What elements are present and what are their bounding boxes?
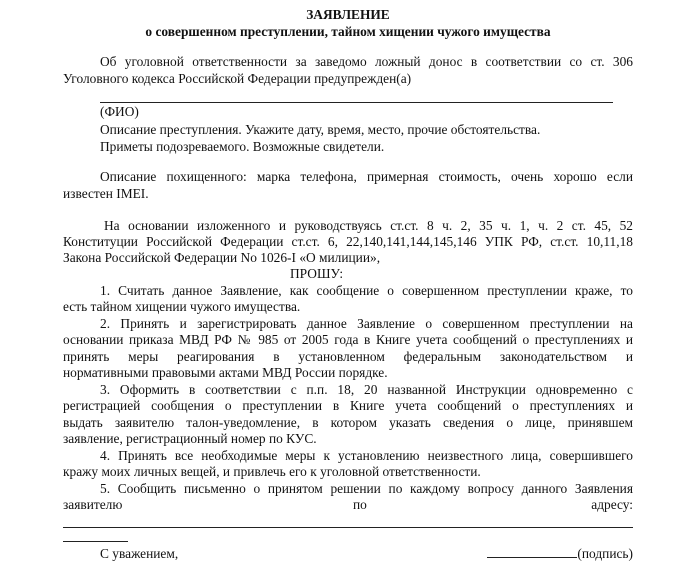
request-heading: ПРОШУ: (290, 266, 344, 281)
signature-row (100, 545, 633, 562)
item-2-line-4: нормативными правовыми актами МВД России порядке. (63, 365, 388, 380)
address-word-1: заявителю (63, 497, 123, 512)
document-title: ЗАЯВЛЕНИЕ (306, 7, 390, 22)
item-1-line-1: 1. Считать данное Заявление, как сообщение о совершенном преступлении краже, то (100, 283, 633, 298)
warning-line-1: Об уголовной ответственности за заведомо ложный донос в соответствии со ст. 306 (100, 54, 633, 69)
item-2-line-2: основании приказа МВД РФ № 985 от 2005 года в Книге учета сообщений о преступлениях и (63, 332, 633, 347)
item-1-line-2: есть тайном хищении чужого имущества. (63, 299, 301, 314)
item-4-line-1: 4. Принять все необходимые меры к установлению неизвестного лица, совершившего (100, 448, 633, 463)
basis-line-3: Закона Российской Федерации No 1026-I «О милиции», (63, 250, 381, 265)
stolen-line-2: известен IMEI. (63, 186, 149, 201)
closing-text: С уважением, (100, 546, 179, 561)
item-4-line-2: кражу моих личных вещей, и привлечь его к уголовной ответственности. (63, 464, 481, 479)
item-3-line-4: заявление, регистрационный номер по КУС. (63, 431, 317, 446)
basis-line-2: Конституции Российской Федерации ст.ст. 6, 22,140,141,144,145,146 УПК РФ, ст.ст. 10,11,18 (63, 234, 633, 249)
item-2-line-3: принять меры реагирования в установленном федеральным законодательством и (63, 349, 633, 364)
warning-line-2: Уголовного кодекса Российской Федерации предупрежден(а) (63, 71, 412, 86)
stolen-line-1: Описание похищенного: марка телефона, примерная стоимость, очень хорошо если (100, 169, 633, 184)
crime-description: Описание преступления. Укажите дату, время, место, прочие обстоятельства. (100, 122, 541, 137)
address-blank-line-2 (63, 541, 128, 542)
signature-label: (подпись) (577, 546, 633, 561)
address-word-2: по (353, 497, 367, 512)
item-3-line-2: регистрацией сообщения о преступлении в Книге учета сообщений о преступлениях и (63, 398, 633, 413)
item-3-line-3: выдать заявителю талон-уведомление, в котором указать сведения о лице, принявшем (63, 415, 633, 430)
signature-blank-line (487, 546, 577, 558)
address-word-3: адресу: (591, 497, 633, 512)
fio-label: (ФИО) (100, 104, 139, 119)
item-5-line-1: 5. Сообщить письменно о принятом решении по каждому вопросу данного Заявления (100, 481, 633, 496)
item-2-line-1: 2. Принять и зарегистрировать данное Заявление о совершенном преступлении на (100, 316, 633, 331)
signature-field (487, 545, 633, 562)
basis-line-1: На основании изложенного и руководствуясь ст.ст. 8 ч. 2, 35 ч. 1, ч. 2 ст. 45, 52 (104, 218, 633, 233)
address-blank-line-1 (63, 527, 633, 528)
document-subtitle: о совершенном преступлении, тайном хищении чужого имущества (145, 24, 551, 39)
suspect-description: Приметы подозреваемого. Возможные свидетели. (100, 139, 385, 154)
item-3-line-1: 3. Оформить в соответствии с п.п. 18, 20 названной Инструкции одновременно с (100, 382, 633, 397)
